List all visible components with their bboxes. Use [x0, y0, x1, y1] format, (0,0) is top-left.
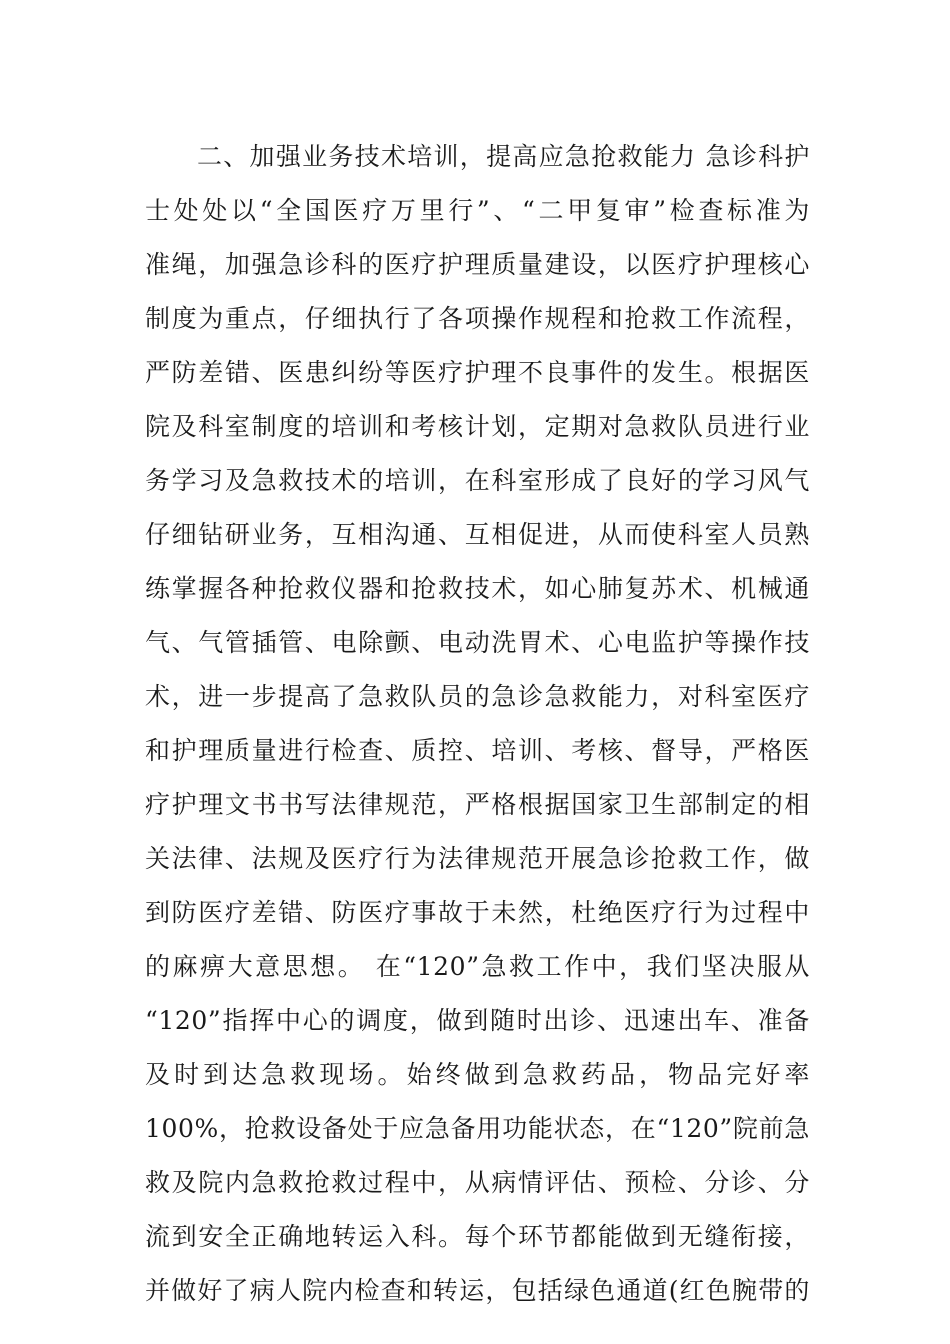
text-line: 及时到达急救现场。始终做到急救药品，物品完好率 [145, 1060, 810, 1089]
text-line: 仔细钻研业务，互相沟通、互相促进，从而使科室人员熟 [145, 520, 810, 549]
text-line: 救及院内急救抢救过程中，从病情评估、预检、分诊、分 [145, 1168, 810, 1197]
text-line: 院及科室制度的培训和考核计划，定期对急救队员进行业 [145, 412, 810, 441]
text-line: 100%，抢救设备处于应急备用功能状态，在“120”院前急 [145, 1114, 810, 1143]
text-line: 二、加强业务技术培训，提高应急抢救能力 急诊科护 [197, 142, 810, 171]
text-line: 气、气管插管、电除颤、电动洗胃术、心电监护等操作技 [145, 628, 810, 657]
text-line: 并做好了病人院内检查和转运，包括绿色通道(红色腕带的 [145, 1276, 810, 1305]
text-line: 和护理质量进行检查、质控、培训、考核、督导，严格医 [145, 736, 810, 765]
text-line: 关法律、法规及医疗行为法律规范开展急诊抢救工作，做 [145, 844, 810, 873]
text-line: 严防差错、医患纠纷等医疗护理不良事件的发生。根据医 [145, 358, 810, 387]
text-line: “120”指挥中心的调度，做到随时出诊、迅速出车、准备 [145, 1006, 810, 1035]
text-line: 到防医疗差错、防医疗事故于未然，杜绝医疗行为过程中 [145, 898, 810, 927]
text-line: 术，进一步提高了急救队员的急诊急救能力，对科室医疗 [145, 682, 810, 711]
text-line: 的麻痹大意思想。 在“120”急救工作中，我们坚决服从 [145, 952, 810, 981]
text-line: 准绳，加强急诊科的医疗护理质量建设，以医疗护理核心 [145, 250, 810, 279]
text-line: 士处处以“全国医疗万里行”、“二甲复审”检查标准为 [145, 196, 810, 225]
text-line: 流到安全正确地转运入科。每个环节都能做到无缝衔接， [145, 1222, 810, 1251]
text-line: 务学习及急救技术的培训，在科室形成了良好的学习风气 [145, 466, 810, 495]
body-paragraph [145, 130, 810, 1318]
text-line: 制度为重点，仔细执行了各项操作规程和抢救工作流程， [145, 304, 810, 333]
text-line: 练掌握各种抢救仪器和抢救技术，如心肺复苏术、机械通 [145, 574, 810, 603]
text-line: 疗护理文书书写法律规范，严格根据国家卫生部制定的相 [145, 790, 810, 819]
